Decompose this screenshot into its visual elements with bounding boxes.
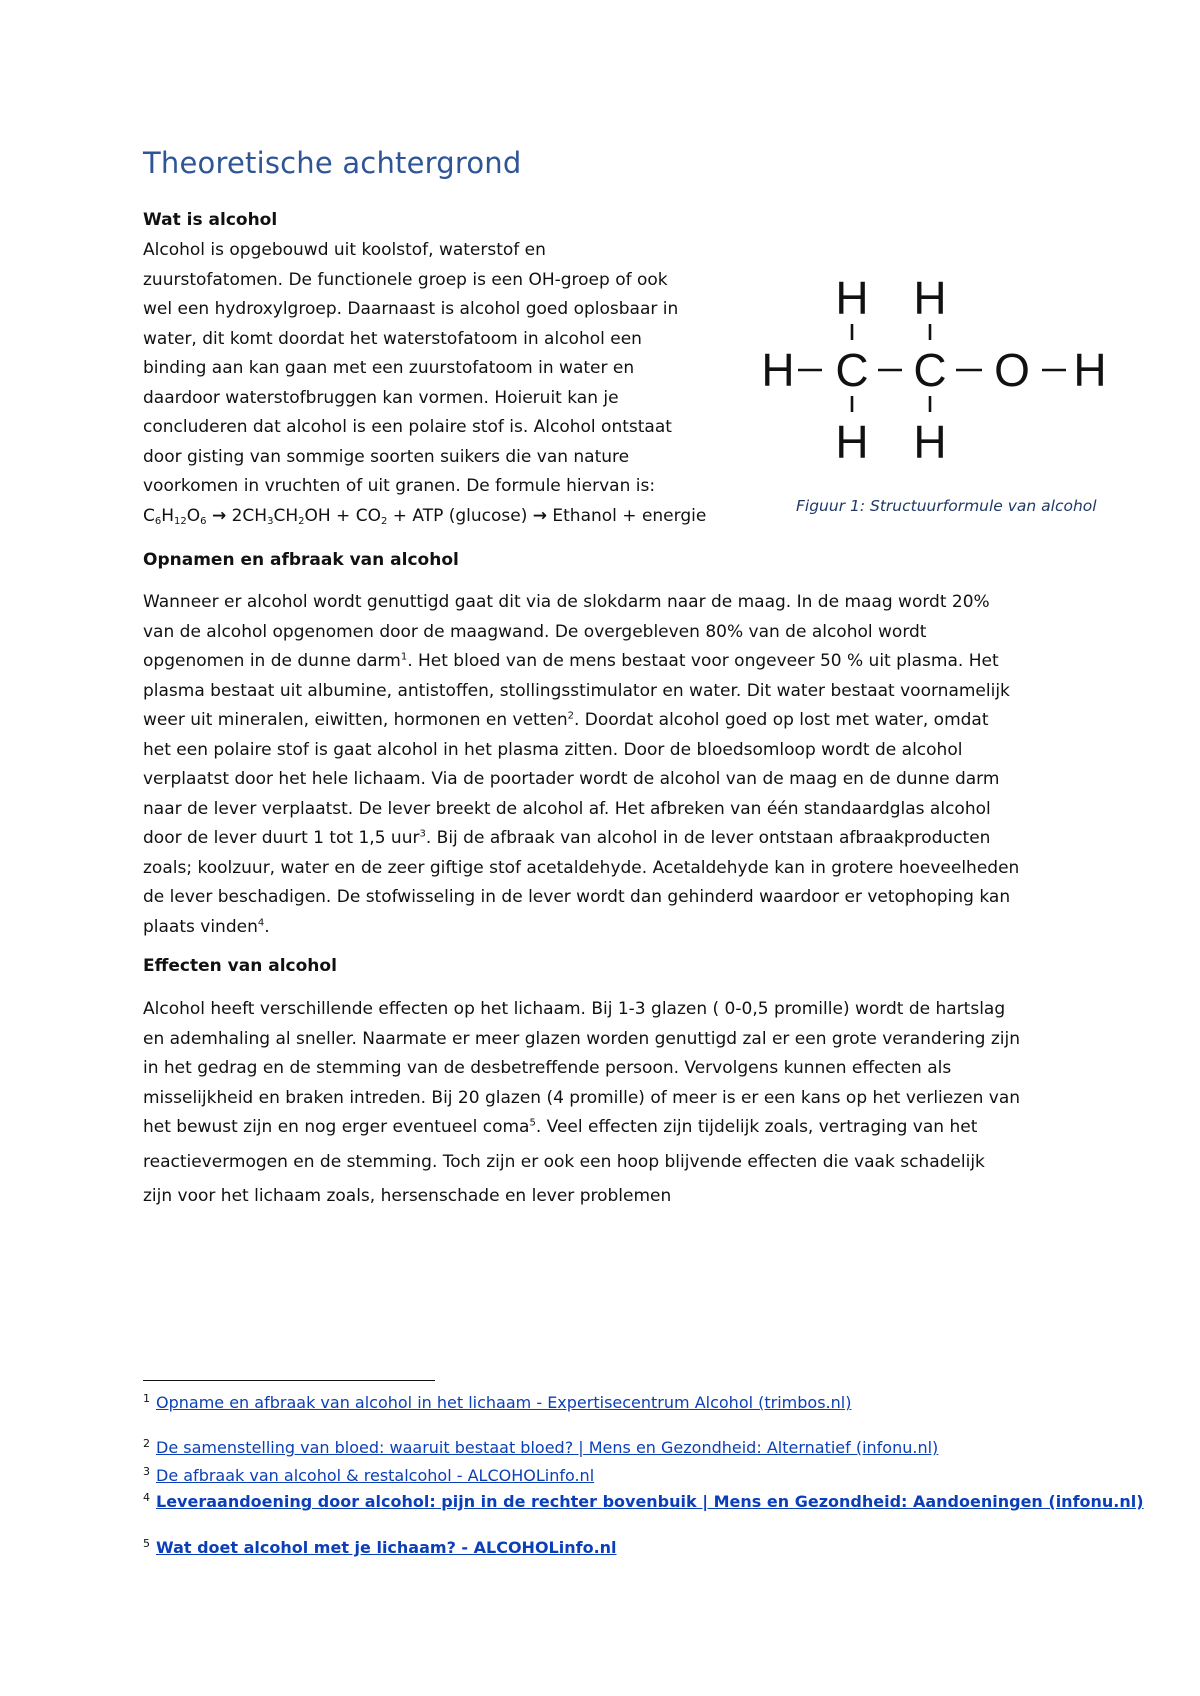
text-line: reactievermogen en de stemming. Toch zijn er ook een hoop blijvende effecten die vaak schadelijk <box>143 1151 985 1172</box>
section-title-wat-is-alcohol: Wat is alcohol <box>143 210 278 230</box>
footnote-link-3[interactable]: De afbraak van alcohol & restalcohol - ALCOHOLinfo.nl <box>156 1466 595 1485</box>
text-line: Wanneer er alcohol wordt genuttigd gaat dit via de slokdarm naar de maag. In de maag wordt 20% <box>143 592 990 612</box>
text-line: het een polaire stof is gaat alcohol in het plasma zitten. Door de bloedsomloop wordt de alcohol <box>143 739 963 760</box>
text-line: zuurstofatomen. De functionele groep is een OH-groep of ook <box>143 269 668 290</box>
section-paragraph-wat-is-alcohol <box>143 236 706 531</box>
text-line: het bewust zijn en nog erger eventueel coma$^5$. Veel effecten zijn tijdelijk zoals, vertraging van het <box>143 1117 978 1137</box>
footnote-reference: 2 <box>567 710 574 722</box>
atom-h-left: H <box>761 344 795 396</box>
fermentation-formula: $C_6H_{12}O_6 \to 2CH_3CH_2OH + CO_2$ + ATP (glucose) → Ethanol + energie <box>143 505 707 527</box>
text-line: naar de lever verplaatst. De lever breekt de alcohol af. Het afbreken van één standaardglas alcohol <box>143 798 991 819</box>
atom-h-right: H <box>1073 344 1107 396</box>
section-paragraph-effecten <box>143 995 1020 1212</box>
text-line: door de lever duurt 1 tot 1,5 uur$^3$. Bij de afbraak van alcohol in de lever ontstaan afbraakproducten <box>143 828 991 848</box>
text-line: in het gedrag en de stemming van de desbetreffende persoon. Vervolgens kunnen effecten als <box>143 1058 952 1078</box>
atom-c1: C <box>835 344 869 396</box>
section-paragraph-opnamen-afbraak <box>143 588 1019 942</box>
figure-caption: Figuur 1: Structuurformule van alcohol <box>796 497 1097 515</box>
page-title: Theoretische achtergrond <box>143 146 522 180</box>
atom-h-bottom-1: H <box>835 416 869 468</box>
section-title-opnamen-afbraak: Opnamen en afbraak van alcohol <box>143 550 459 570</box>
atom-o: O <box>994 344 1030 396</box>
text-line: binding aan kan gaan met een zuurstofatoom in water en <box>143 358 635 378</box>
footnote-link-2[interactable]: De samenstelling van bloed: waaruit bestaat bloed? | Mens en Gezondheid: Alternatief (infonu.nl) <box>156 1438 939 1457</box>
text-line: de lever beschadigen. De stofwisseling in de lever wordt dan gehinderd waardoor er vetophoping kan <box>143 887 1011 907</box>
text-line: verplaatst door het hele lichaam. Via de poortader wordt de alcohol van de maag en de dunne darm <box>143 769 1000 789</box>
footnote-link-4[interactable]: Leveraandoening door alcohol: pijn in de rechter bovenbuik | Mens en Gezondheid: Aandoeningen (infonu.nl) <box>156 1492 1144 1511</box>
atom-c2: C <box>913 344 947 396</box>
text-line: weer uit mineralen, eiwitten, hormonen en vetten$^2$. Doordat alcohol goed op lost met water, omdat <box>143 710 989 730</box>
text-line: wel een hydroxylgroep. Daarnaast is alcohol goed oplosbaar in <box>143 299 679 319</box>
arrow-icon: → <box>532 505 547 526</box>
atom-h-bottom-2: H <box>913 416 947 468</box>
text-line: misselijkheid en braken intreden. Bij 20 glazen (4 promille) of meer is er een kans op het verliezen van <box>143 1087 1021 1108</box>
text-line: door gisting van sommige soorten suikers die van nature <box>143 446 630 467</box>
text-line: plaats vinden$^4$. <box>143 916 270 937</box>
footnote-reference: 3 <box>419 828 426 840</box>
footnote-3: $^3$ De afbraak van alcohol & restalcohol - ALCOHOLinfo.nl <box>143 1465 595 1485</box>
text-line: opgenomen in de dunne darm$^1$. Het bloed van de mens bestaat voor ongeveer 50 % uit plasma. Het <box>143 651 999 671</box>
text-line: voorkomen in vruchten of uit granen. De formule hiervan is: <box>143 476 656 496</box>
text-line: van de alcohol opgenomen door de maagwand. De overgebleven 80% van de alcohol wordt <box>143 621 927 642</box>
text-line: en ademhaling al sneller. Naarmate er meer glazen worden genuttigd zal er een grote verandering zijn <box>143 1028 1021 1049</box>
footnote-4: $^4$ Leveraandoening door alcohol: pijn in de rechter bovenbuik | Mens en Gezondheid: Aandoeningen (infonu.nl) <box>143 1491 1144 1511</box>
footnote-reference: 1 <box>400 651 408 663</box>
atom-h-top-1: H <box>835 272 869 324</box>
arrow-icon: → <box>211 505 227 526</box>
footnote-5: $^5$ Wat doet alcohol met je lichaam? - ALCOHOLinfo.nl <box>143 1537 617 1557</box>
text-line: Alcohol is opgebouwd uit koolstof, waterstof en <box>143 240 546 260</box>
section-title-effecten: Effecten van alcohol <box>143 956 337 976</box>
text-line: daardoor waterstofbruggen kan vormen. Hoieruit kan je <box>143 387 619 408</box>
footnote-link-5[interactable]: Wat doet alcohol met je lichaam? - ALCOHOLinfo.nl <box>156 1538 617 1557</box>
footnote-1: $^1$ Opname en afbraak van alcohol in het lichaam - Expertisecentrum Alcohol (trimbos.nl) <box>143 1392 852 1412</box>
atom-h-top-2: H <box>913 272 947 324</box>
text-line: water, dit komt doordat het waterstofatoom in alcohol een <box>143 328 642 349</box>
footnote-link-1[interactable]: Opname en afbraak van alcohol in het lichaam - Expertisecentrum Alcohol (trimbos.nl) <box>156 1393 852 1412</box>
footnote-separator <box>143 1380 435 1381</box>
footnote-reference: 5 <box>529 1117 536 1129</box>
text-line: concluderen dat alcohol is een polaire stof is. Alcohol ontstaat <box>143 417 672 437</box>
text-line: Alcohol heeft verschillende effecten op het lichaam. Bij 1-3 glazen ( 0-0,5 promille) wordt de hartslag <box>143 999 1006 1019</box>
footnote-2: $^2$ De samenstelling van bloed: waaruit bestaat bloed? | Mens en Gezondheid: Alternatief (infonu.nl) <box>143 1437 939 1457</box>
footnote-reference: 4 <box>257 916 265 928</box>
text-line: zoals; koolzuur, water en de zeer giftige stof acetaldehyde. Acetaldehyde kan in grotere hoeveelheden <box>143 857 1020 878</box>
text-line: plasma bestaat uit albumine, antistoffen, stollingsstimulator en water. Dit water bestaat voornamelijk <box>143 680 1010 701</box>
structural-formula-figure <box>760 268 1120 468</box>
text-line: zijn voor het lichaam zoals, hersenschade en lever problemen <box>143 1186 672 1206</box>
